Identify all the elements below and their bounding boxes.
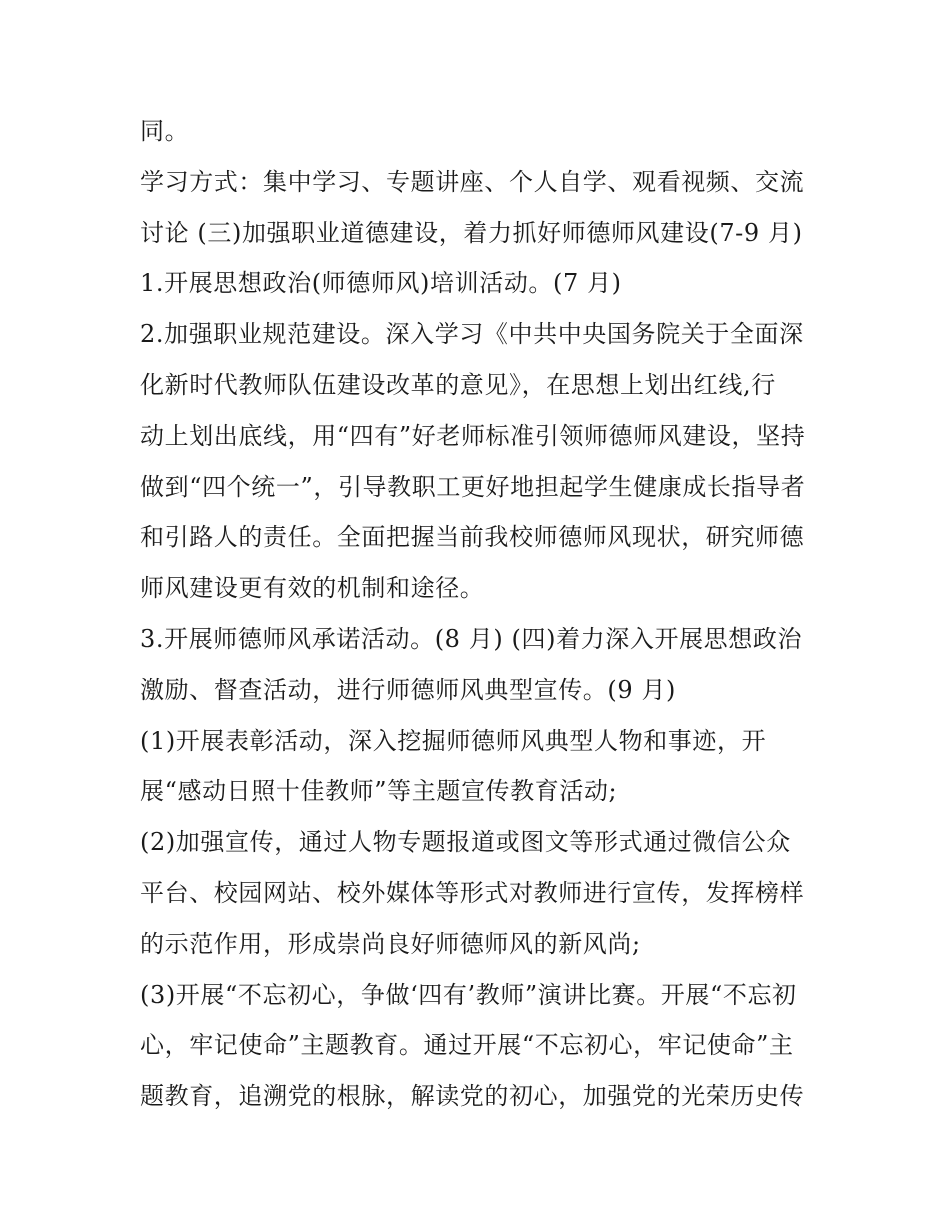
text-line: 1.开展思想政治(师德师风)培训活动。(7 月) [140,269,622,298]
text-line: 的示范作用，形成崇尚良好师德师风的新风尚; [140,929,641,958]
text-line: 3.开展师德师风承诺活动。(8 月) (四)着力深入开展思想政治 [140,624,803,653]
text-line: 讨论 (三)加强职业道德建设，着力抓好师德师风建设(7-9 月) [140,218,803,247]
text-line: (2)加强宣传，通过人物专题报道或图文等形式通过微信公众 [140,828,791,857]
text-line: 心，牢记使命”主题教育。通过开展“不忘初心，牢记使命”主 [140,1031,794,1060]
text-line: 做到“四个统一”，引导教职工更好地担起学生健康成长指导者 [140,472,806,501]
text-line: 题教育，追溯党的根脉，解读党的初心，加强党的光荣历史传 [140,1082,805,1111]
text-line: 平台、校园网站、校外媒体等形式对教师进行宣传，发挥榜样 [140,878,805,907]
text-line: 化新时代教师队伍建设改革的意见》，在思想上划出红线,行 [140,370,776,399]
text-line: 和引路人的责任。全面把握当前我校师德师风现状，研究师德 [140,523,805,552]
text-line: 同。 [140,117,190,145]
text-line: 展“感动日照十佳教师”等主题宣传教育活动; [140,777,618,806]
text-line: 师风建设更有效的机制和途径。 [140,574,485,603]
text-line: 动上划出底线，用“四有”好老师标准引领师德师风建设，坚持 [140,421,806,450]
text-line: 学习方式：集中学习、专题讲座、个人自学、观看视频、交流 [140,167,805,196]
text-line: 激励、督查活动，进行师德师风典型宣传。(9 月) [140,675,677,704]
text-line: 2.加强职业规范建设。深入学习《中共中央国务院关于全面深 [140,320,804,349]
text-line: (1)开展表彰活动，深入挖掘师德师风典型人物和事迹，开 [140,726,767,755]
body-text [140,106,820,1122]
text-line: (3)开展“不忘初心，争做‘四有’教师”演讲比赛。开展“不忘初 [140,980,797,1009]
